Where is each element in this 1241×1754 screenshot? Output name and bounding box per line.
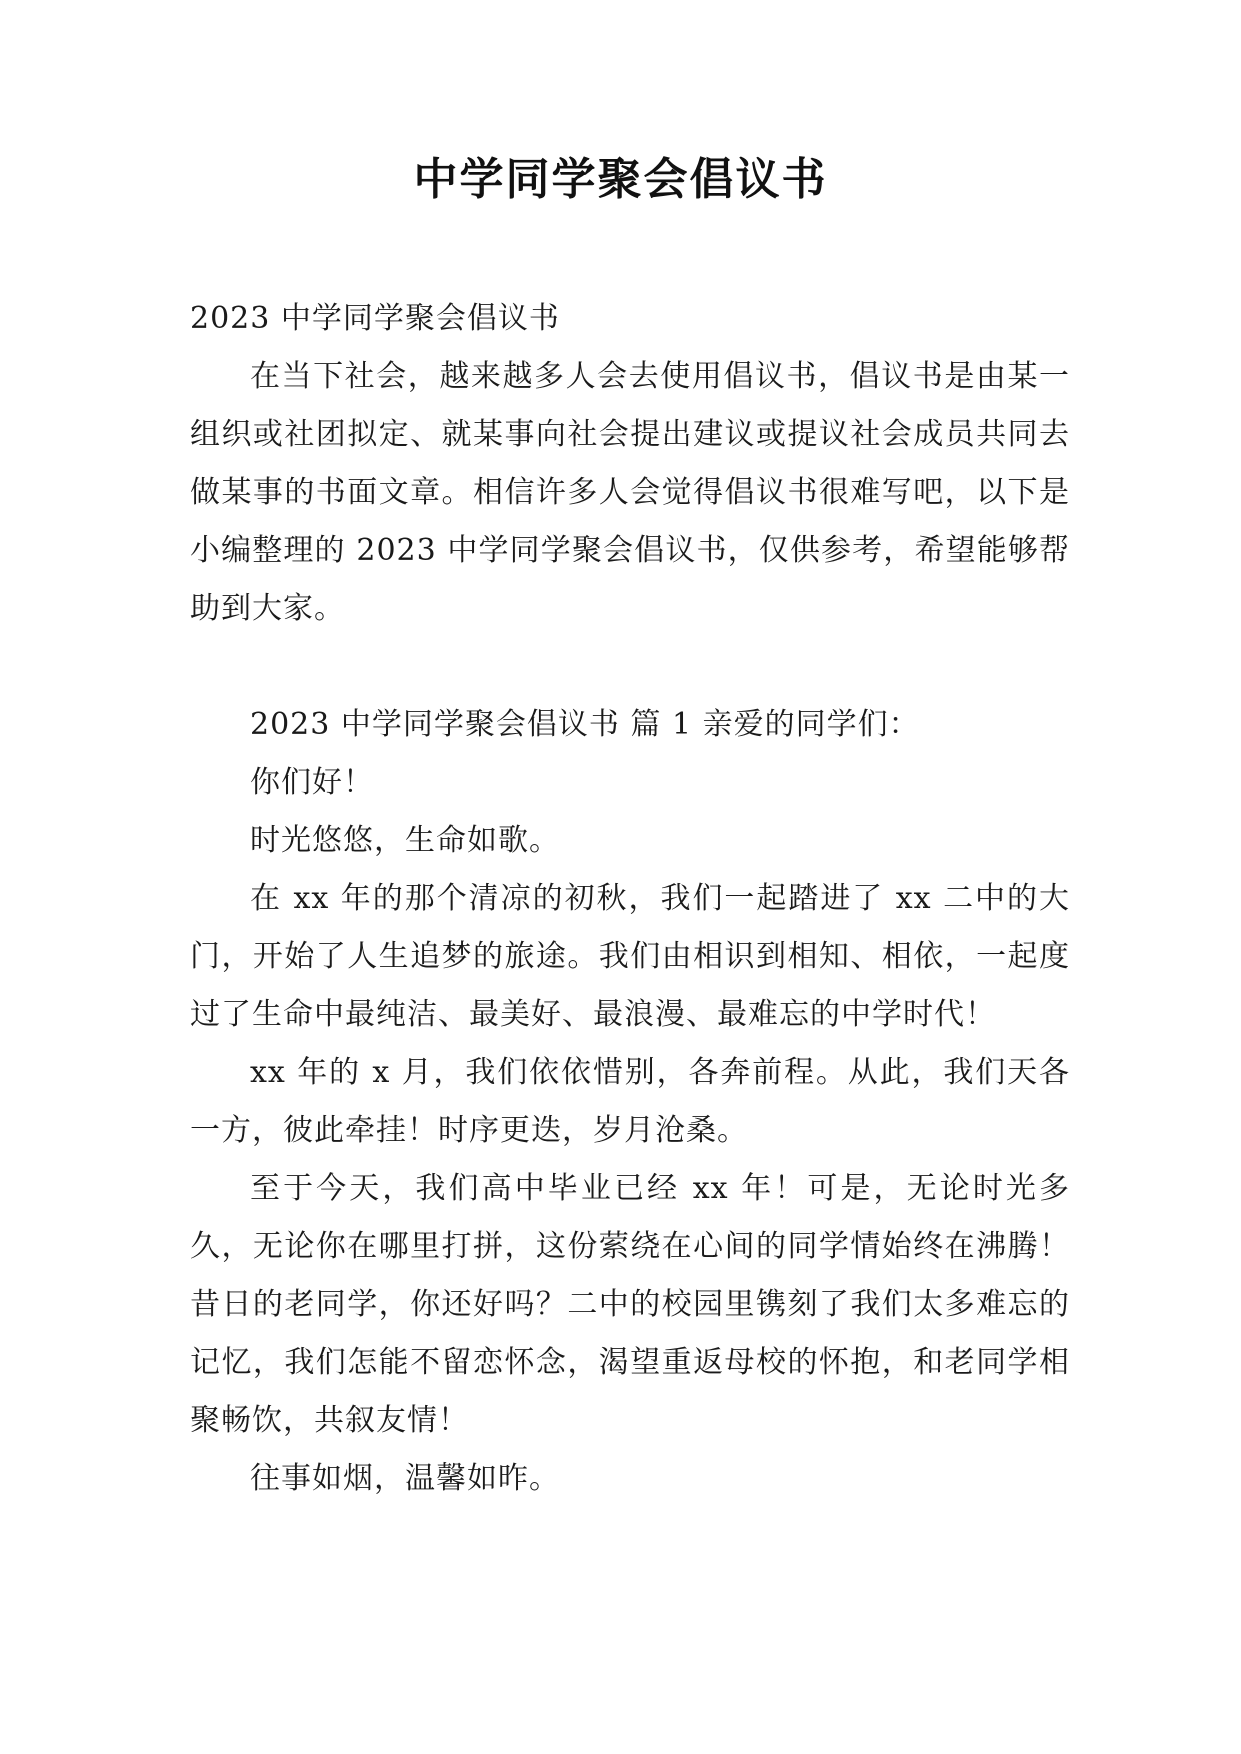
document-body — [190, 290, 1070, 1508]
body-paragraph: xx 年的 x 月，我们依依惜别，各奔前程。从此，我们天各一方，彼此牵挂！时序更迭，岁月沧桑。 — [190, 1055, 1070, 1148]
intro-paragraph: 在当下社会，越来越多人会去使用倡议书，倡议书是由某一组织或社团拟定、就某事向社会提出建议或提议社会成员共同去做某事的书面文章。相信许多人会觉得倡议书很难写吧，以下是小编整理的 2023 中学同学聚会倡议书，仅供参考，希望能够帮助到大家。 — [190, 359, 1070, 626]
body-paragraph: 往事如烟，温馨如昨。 — [250, 1461, 560, 1496]
body-paragraph: 至于今天，我们高中毕业已经 xx 年！可是，无论时光多久，无论你在哪里打拼，这份萦绕在心间的同学情始终在沸腾！昔日的老同学，你还好吗？二中的校园里镌刻了我们太多难忘的记忆，我们怎能不留恋怀念，渴望重返母校的怀抱，和老同学相聚畅饮，共叙友情！ — [190, 1171, 1070, 1438]
greeting-line: 你们好！ — [250, 765, 374, 800]
body-paragraph: 时光悠悠，生命如歌。 — [250, 823, 560, 858]
paragraph-spacer — [190, 638, 1070, 696]
section-heading-greeting: 2023 中学同学聚会倡议书 篇 1 亲爱的同学们： — [250, 707, 920, 742]
subtitle-line: 2023 中学同学聚会倡议书 — [190, 301, 560, 336]
document-title: 中学同学聚会倡议书 — [413, 154, 828, 205]
body-paragraph: 在 xx 年的那个清凉的初秋，我们一起踏进了 xx 二中的大门，开始了人生追梦的旅途。我们由相识到相知、相依，一起度过了生命中最纯洁、最美好、最浪漫、最难忘的中学时代！ — [190, 881, 1070, 1032]
